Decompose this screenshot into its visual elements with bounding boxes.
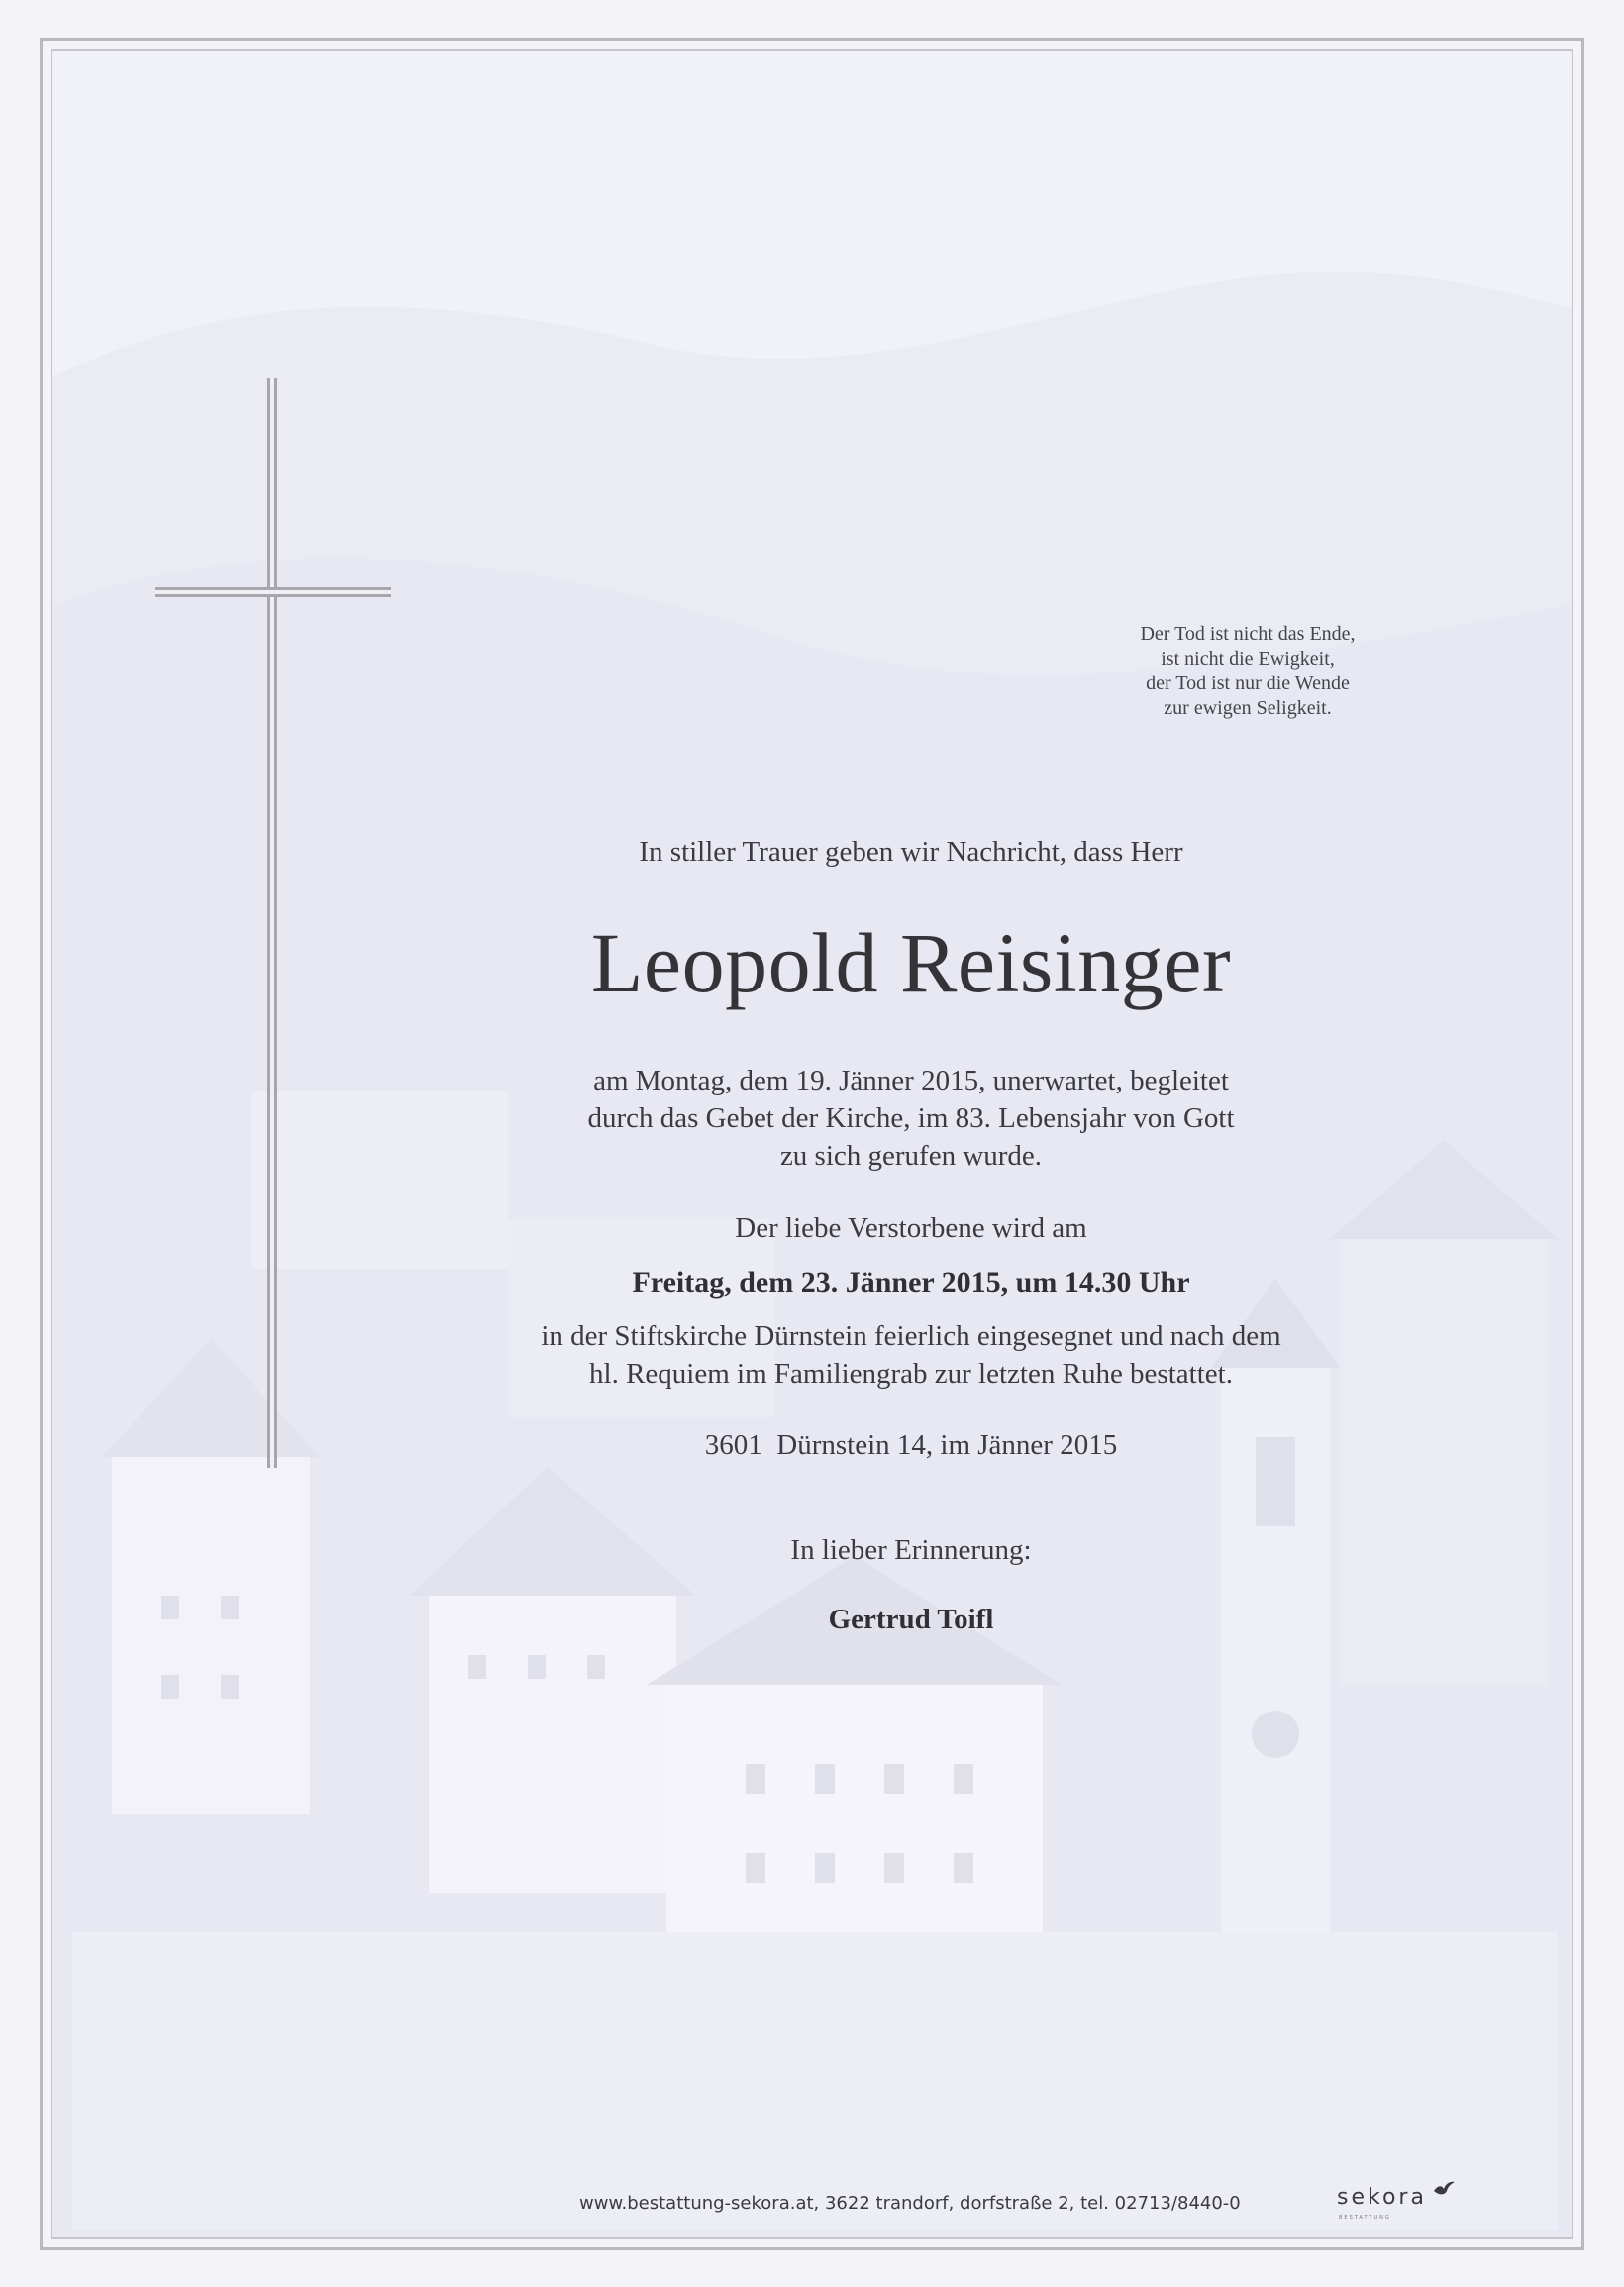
logo-text: sekora: [1337, 2185, 1427, 2210]
verse-line: der Tod ist nur die Wende: [1146, 673, 1350, 694]
verse-line: Der Tod ist nicht das Ende,: [1140, 623, 1356, 645]
funeral-details: [416, 1317, 1406, 1393]
deceased-name: Leopold Reisinger: [590, 915, 1232, 1010]
verse-line: zur ewigen Seligkeit.: [1164, 697, 1332, 719]
funeral-date: Freitag, dem 23. Jänner 2015, um 14.30 Uhr: [632, 1266, 1190, 1299]
funeral-home-contact: www.bestattung-sekora.at, 3622 trandorf, dorfstraße 2, tel. 02713/8440-0: [579, 2193, 1241, 2214]
verse-line: ist nicht die Ewigkeit,: [1161, 648, 1335, 670]
death-line: am Montag, dem 19. Jänner 2015, unerwartet, begleitet: [593, 1065, 1229, 1096]
death-announcement: [416, 1062, 1406, 1175]
place-and-date: 3601 Dürnstein 14, im Jänner 2015: [704, 1429, 1118, 1461]
funeral-line: in der Stiftskirche Dürnstein feierlich eingesegnet und nach dem: [541, 1320, 1281, 1352]
memorial-verse: [1030, 622, 1466, 721]
death-line: durch das Gebet der Kirche, im 83. Lebensjahr von Gott: [587, 1102, 1235, 1134]
funeral-home-logo: [1337, 2185, 1427, 2221]
signer-name: Gertrud Toifl: [828, 1604, 994, 1635]
funeral-intro: Der liebe Verstorbene wird am: [735, 1212, 1087, 1244]
funeral-line: hl. Requiem im Familiengrab zur letzten Ruhe bestattet.: [589, 1358, 1233, 1390]
cross-icon: [267, 378, 277, 1468]
death-line: zu sich gerufen wurde.: [779, 1140, 1043, 1172]
cross-icon-crossbar: [155, 587, 391, 597]
closing-phrase: In lieber Erinnerung:: [790, 1534, 1032, 1566]
notice-intro: In stiller Trauer geben wir Nachricht, dass Herr: [639, 836, 1183, 868]
logo-subtext: BESTATTUNG: [1339, 2215, 1391, 2221]
bird-icon: [1432, 2179, 1456, 2199]
